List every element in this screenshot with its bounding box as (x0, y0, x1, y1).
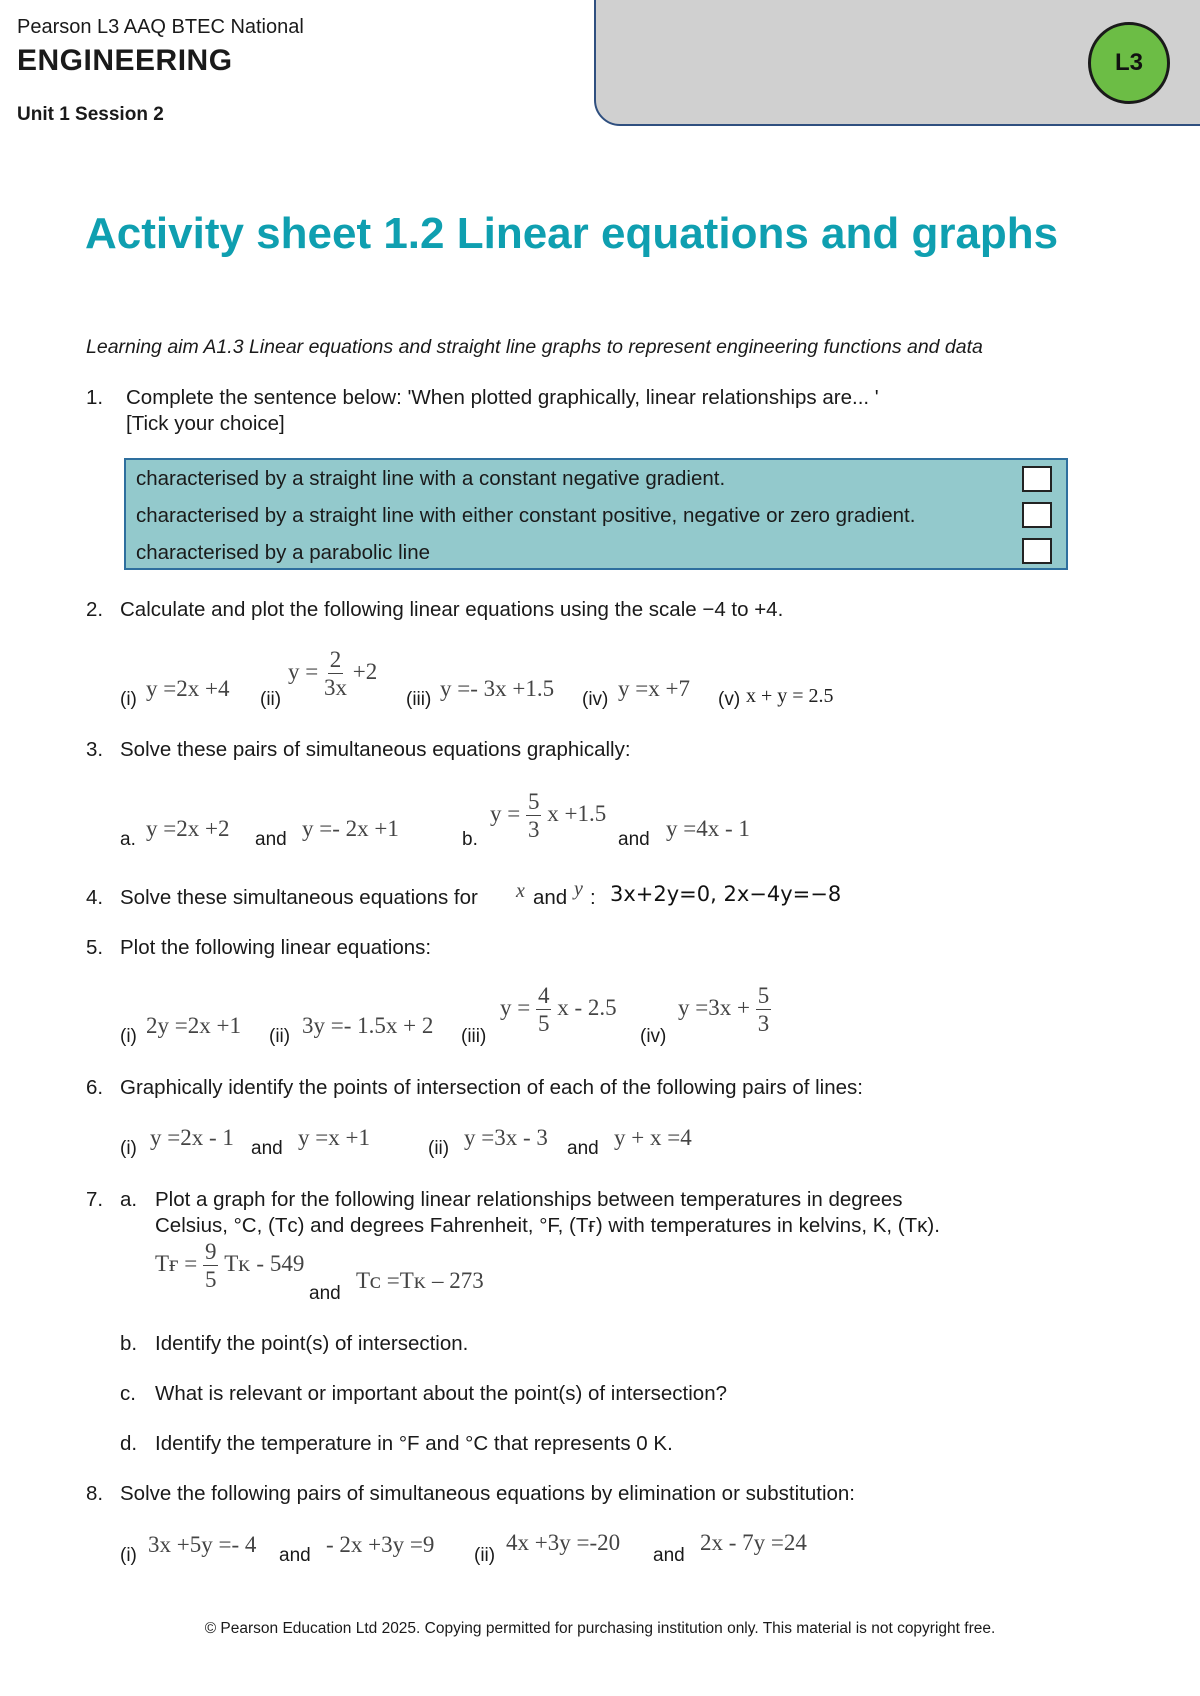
q3-b-and: and (618, 829, 650, 850)
q6-i-and: and (251, 1138, 283, 1159)
q5-eq1: 2y =2x +1 (146, 1013, 241, 1038)
q5-eq4-fraction (756, 984, 772, 1035)
q2-eq2 (288, 648, 377, 699)
q1-option-2: characterised by a straight line with either constant positive, negative or zero gradient. (136, 504, 916, 527)
q6-i-eq1: y =2x - 1 (150, 1125, 234, 1150)
q8-ii-eq1: 4x +3y =-20 (506, 1530, 621, 1555)
q2-label-iv: (iv) (582, 689, 609, 710)
q5-eq3-lhs: y = (500, 994, 531, 1020)
q5-eq3-rhs: x - 2.5 (557, 994, 617, 1020)
q7-d-text: Identify the temperature in °F and °C that represents 0 K. (155, 1432, 673, 1455)
q7-and: and (309, 1283, 341, 1304)
q8-i-eq2: - 2x +3y =9 (326, 1532, 435, 1557)
subject-title: ENGINEERING (17, 44, 233, 77)
q7-d-label: d. (120, 1432, 138, 1455)
q4-and: and (533, 886, 568, 909)
q8-ii-eq2: 2x - 7y =24 (700, 1530, 807, 1555)
q6-label-ii: (ii) (428, 1138, 450, 1159)
q7-a-label: a. (120, 1188, 138, 1211)
q1-hint: [Tick your choice] (126, 412, 285, 435)
q3-label-b: b. (462, 829, 478, 850)
q5-eq4-den: 3 (757, 1011, 770, 1036)
q6-ii-eq2: y + x =4 (614, 1125, 692, 1150)
q5-eq2: 3y =- 1.5x + 2 (302, 1013, 434, 1038)
q5-label-i: (i) (120, 1026, 137, 1047)
q1-option-2-checkbox[interactable] (1022, 502, 1052, 528)
q3-number: 3. (86, 738, 104, 761)
q3-b-eq1-fraction (526, 790, 542, 841)
q4-equations: 3x+2y=0, 2x−4y=−8 (610, 882, 842, 906)
q5-eq4-num: 5 (757, 983, 770, 1008)
q5-eq4 (678, 984, 771, 1035)
q3-label-a: a. (120, 829, 136, 850)
q2-label-v: (v) (718, 689, 741, 710)
q1-choices-table (124, 458, 1068, 570)
q7-eq1-lhs: Tғ = (155, 1250, 198, 1276)
q5-eq3-fraction (536, 984, 552, 1035)
q7-eq1-den: 5 (204, 1267, 217, 1292)
q8-text: Solve the following pairs of simultaneous equations by elimination or substitution: (120, 1482, 855, 1505)
q8-i-and: and (279, 1545, 311, 1566)
publisher-name: Pearson L3 AAQ BTEC National (17, 16, 304, 38)
q2-eq3: y =- 3x +1.5 (440, 676, 555, 701)
q2-eq5: x + y = 2.5 (746, 685, 834, 707)
q2-eq2-lhs: y = (288, 658, 319, 684)
q3-b-eq1 (490, 790, 606, 841)
q6-i-eq2: y =x +1 (298, 1125, 370, 1150)
q6-label-i: (i) (120, 1138, 137, 1159)
q5-number: 5. (86, 936, 104, 959)
page-title: Activity sheet 1.2 Linear equations and graphs (85, 209, 1059, 258)
q7-eq1-fraction (203, 1240, 219, 1291)
copyright-footer: © Pearson Education Ltd 2025. Copying permitted for purchasing institution only. This material is not copyright free. (204, 1620, 996, 1637)
q8-i-eq1: 3x +5y =- 4 (148, 1532, 257, 1557)
q5-label-iv: (iv) (640, 1026, 667, 1047)
q8-number: 8. (86, 1482, 104, 1505)
q2-eq2-num: 2 (329, 647, 342, 672)
q7-a-text-1: Plot a graph for the following linear relationships between temperatures in degrees (155, 1188, 903, 1211)
q4-number: 4. (86, 886, 104, 909)
q5-eq3-num: 4 (537, 983, 550, 1008)
q7-eq2: Tᴄ =Tᴋ – 273 (356, 1268, 484, 1293)
q7-b-text: Identify the point(s) of intersection. (155, 1332, 469, 1355)
q7-c-label: c. (120, 1382, 136, 1405)
q3-b-eq1-den: 3 (527, 817, 540, 842)
q7-eq1-num: 9 (204, 1239, 217, 1264)
q4-text: Solve these simultaneous equations for (120, 886, 478, 909)
q3-b-eq1-rhs: x +1.5 (547, 800, 607, 826)
unit-session: Unit 1 Session 2 (17, 104, 164, 125)
q2-label-iii: (iii) (406, 689, 432, 710)
q3-b-eq2: y =4x - 1 (666, 816, 750, 841)
q4-var-y: y (574, 878, 583, 900)
q1-option-3: characterised by a parabolic line (136, 541, 430, 564)
q6-ii-and: and (567, 1138, 599, 1159)
q3-a-eq2: y =- 2x +1 (302, 816, 399, 841)
q5-label-iii: (iii) (461, 1026, 487, 1047)
q8-ii-and: and (653, 1545, 685, 1566)
q8-label-i: (i) (120, 1545, 137, 1566)
q2-eq2-fraction (324, 648, 347, 699)
q2-eq4: y =x +7 (618, 676, 690, 701)
q5-text: Plot the following linear equations: (120, 936, 432, 959)
level-badge: L3 (1088, 22, 1170, 104)
q1-option-1-checkbox[interactable] (1022, 466, 1052, 492)
q5-eq4-lhs: y =3x + (678, 994, 750, 1020)
q3-b-eq1-lhs: y = (490, 800, 521, 826)
q4-var-x: x (516, 880, 525, 902)
q4-colon: : (590, 886, 596, 909)
q7-eq1 (155, 1240, 304, 1291)
q1-number: 1. (86, 386, 104, 409)
q3-text: Solve these pairs of simultaneous equations graphically: (120, 738, 631, 761)
q7-c-text: What is relevant or important about the point(s) of intersection? (155, 1382, 728, 1405)
q1-option-3-checkbox[interactable] (1022, 538, 1052, 564)
q1-text: Complete the sentence below: 'When plotted graphically, linear relationships are... ' (126, 386, 879, 409)
q5-eq3-den: 5 (537, 1011, 550, 1036)
learning-aim: Learning aim A1.3 Linear equations and straight line graphs to represent engineering functions and data (86, 336, 983, 358)
q5-label-ii: (ii) (269, 1026, 291, 1047)
q6-number: 6. (86, 1076, 104, 1099)
q3-a-eq1: y =2x +2 (146, 816, 230, 841)
q5-eq3 (500, 984, 617, 1035)
q7-a-text-2: Celsius, °C, (Tᴄ) and degrees Fahrenheit, °F, (Tғ) with temperatures in kelvins, K, (Tᴋ). (155, 1214, 940, 1237)
q7-number: 7. (86, 1188, 104, 1211)
q1-option-1: characterised by a straight line with a constant negative gradient. (136, 467, 726, 490)
q2-label-i: (i) (120, 689, 137, 710)
q2-eq2-den: 3x (323, 675, 347, 700)
q3-a-and: and (255, 829, 287, 850)
q2-eq2-rhs: +2 (352, 658, 378, 684)
q2-number: 2. (86, 598, 104, 621)
q6-text: Graphically identify the points of intersection of each of the following pairs of lines: (120, 1076, 863, 1099)
q7-b-label: b. (120, 1332, 138, 1355)
q2-eq1: y =2x +4 (146, 676, 230, 701)
q2-text: Calculate and plot the following linear equations using the scale −4 to +4. (120, 598, 784, 621)
q6-ii-eq1: y =3x - 3 (464, 1125, 548, 1150)
q7-eq1-rhs: Tᴋ - 549 (224, 1250, 305, 1276)
q2-label-ii: (ii) (260, 689, 282, 710)
q8-label-ii: (ii) (474, 1545, 496, 1566)
q3-b-eq1-num: 5 (527, 789, 540, 814)
